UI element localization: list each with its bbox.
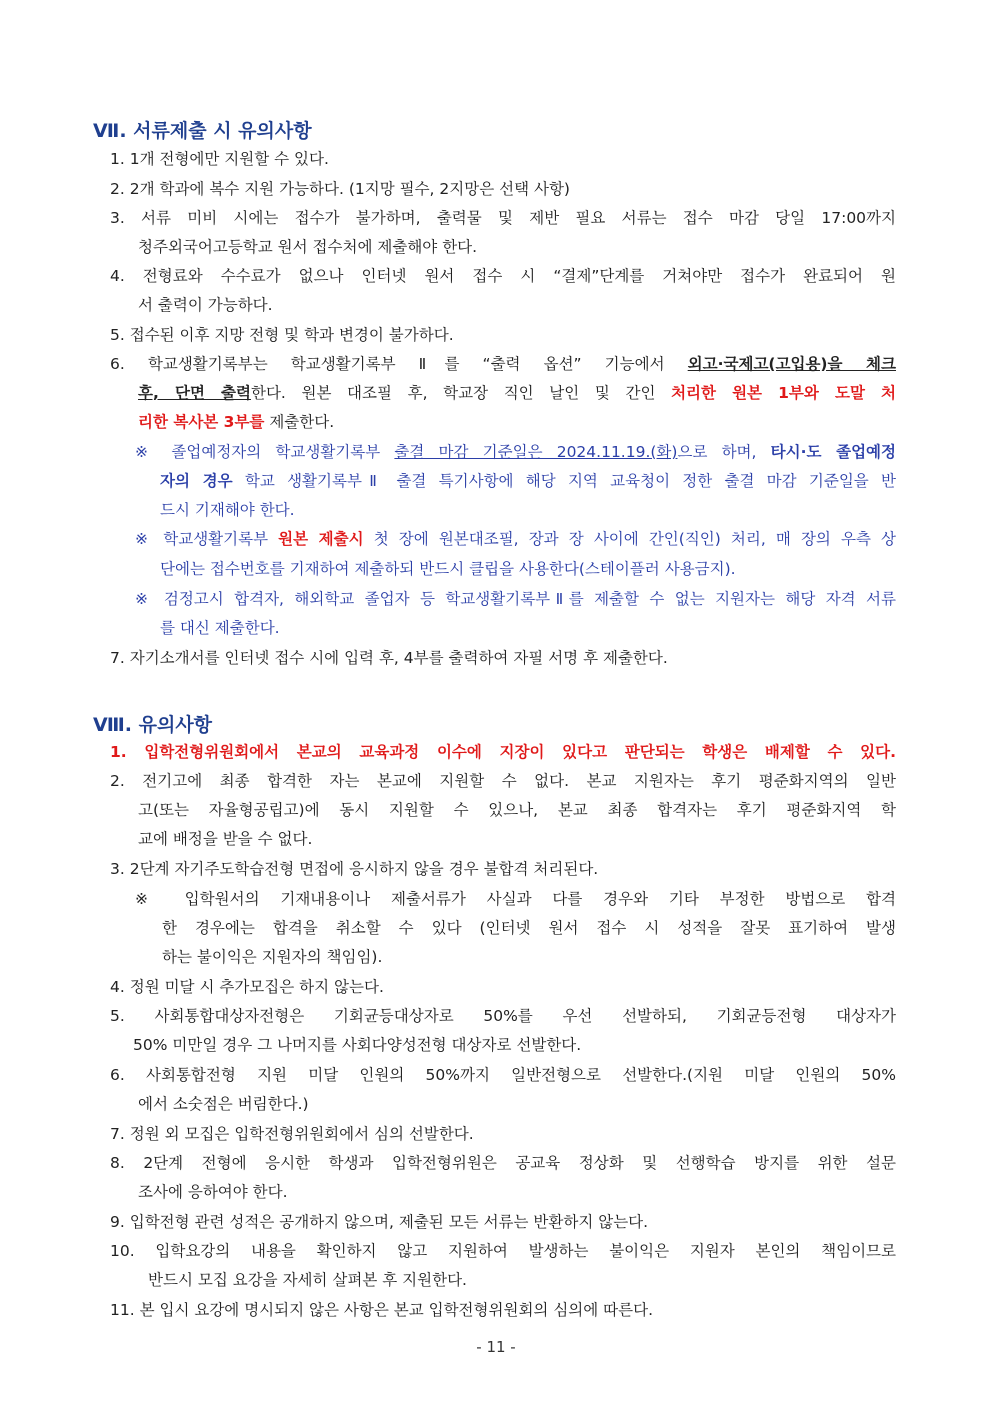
s8-item-2-line-2: 고(또는 자율형공립고)에 동시 지원할 수 있으나, 본교 최종 합격자는 후기 평준화지역 학 (138, 801, 896, 819)
s7-item-6-text-2: 한다. 원본 대조필 후, 학교장 직인 날인 및 간인 (250, 384, 672, 402)
s8-item-5-line-1: 5. 사회통합대상자전형은 기회균등대상자로 50%를 우선 선발하되, 기회균등전형 대상자가 (110, 1007, 896, 1025)
s7-item-6-red-2: 리한 복사본 3부를 (138, 413, 265, 431)
s7-note-1-text: ※ 졸업예정자의 학교생활기록부 (135, 443, 395, 461)
s7-item-4-line-2: 서 출력이 가능하다. (138, 296, 273, 314)
s7-note-1-line-3: 드시 기재해야 한다. (160, 501, 295, 519)
s7-note-2-red: 원본 제출시 (278, 530, 364, 548)
s8-item-10-line-1: 10. 입학요강의 내용을 확인하지 않고 지원하여 발생하는 불이익은 지원자 본인의 책임이므로 (110, 1242, 896, 1260)
page-number: - 11 - (476, 1338, 516, 1356)
s7-note-1-bold-2: 자의 경우 (160, 472, 233, 490)
s7-note-2-text: ※ 학교생활기록부 (135, 530, 279, 548)
s7-note-3-line-2: 를 대신 제출한다. (160, 619, 280, 637)
s8-item-4: 4. 정원 미달 시 추가모집은 하지 않는다. (110, 978, 384, 996)
s7-item-5: 5. 접수된 이후 지망 전형 및 학과 변경이 불가하다. (110, 326, 454, 344)
s7-note-2-line-2: 단에는 접수번호를 기재하여 제출하되 반드시 클립을 사용한다(스테이플러 사용금지). (160, 560, 736, 578)
s8-item-2-line-3: 교에 배정을 받을 수 없다. (138, 830, 313, 848)
s7-note-2-line-1 (135, 529, 896, 549)
s7-item-6-emphasis-print: 후, 단면 출력 (138, 384, 251, 402)
s7-item-6-line-3 (138, 412, 334, 432)
s7-item-6-emphasis-check: 외고·국제고(고입용)을 체크 (687, 355, 896, 373)
s8-note-line-1: ※ 입학원서의 기재내용이나 제출서류가 사실과 다를 경우와 기타 부정한 방법으로 합격 (135, 890, 896, 908)
s7-item-6-red-1: 처리한 원본 1부와 도말 처 (671, 384, 896, 402)
s8-item-6-line-2: 에서 소숫점은 버림한다.) (138, 1095, 309, 1113)
s7-note-1-text-2: 으로 하며, (677, 443, 771, 461)
s8-item-5-line-2: 50% 미만일 경우 그 나머지를 사회다양성전형 대상자로 선발한다. (133, 1036, 582, 1054)
s7-note-1-bold: 타시·도 졸업예정 (770, 443, 896, 461)
s7-item-7: 7. 자기소개서를 인터넷 접수 시에 입력 후, 4부를 출력하여 자필 서명 후 제출한다. (110, 649, 668, 667)
s8-item-8-line-1: 8. 2단계 전형에 응시한 학생과 입학전형위원은 공교육 정상화 및 선행학습 방지를 위한 설문 (110, 1154, 896, 1172)
s8-item-11: 11. 본 입시 요강에 명시되지 않은 사항은 본교 입학전형위원회의 심의에 따른다. (110, 1301, 654, 1319)
s7-note-1-line-1 (135, 442, 896, 462)
s8-note-line-3: 하는 불이익은 지원자의 책임임). (162, 948, 383, 966)
s8-item-2-line-1: 2. 전기고에 최종 합격한 자는 본교에 지원할 수 없다. 본교 지원자는 후기 평준화지역의 일반 (110, 772, 896, 790)
s8-item-10-line-2: 반드시 모집 요강을 자세히 살펴본 후 지원한다. (148, 1271, 467, 1289)
s8-item-3: 3. 2단계 자기주도학습전형 면접에 응시하지 않을 경우 불합격 처리된다. (110, 860, 599, 878)
section7-title: Ⅶ. 서류제출 시 유의사항 (93, 120, 312, 142)
s8-note-line-2: 한 경우에는 합격을 취소할 수 있다 (인터넷 원서 접수 시 성적을 잘못 표기하여 발생 (162, 919, 896, 937)
s8-item-7: 7. 정원 외 모집은 입학전형위원회에서 심의 선발한다. (110, 1125, 474, 1143)
s7-item-1: 1. 1개 전형에만 지원할 수 있다. (110, 150, 329, 168)
s7-item-6-line-2 (138, 383, 896, 403)
s8-item-8-line-2: 조사에 응하여야 한다. (138, 1183, 288, 1201)
s8-item-6-line-1: 6. 사회통합전형 지원 미달 인원의 50%까지 일반전형으로 선발한다.(지원 미달 인원의 50% (110, 1066, 896, 1084)
s7-item-6-line-1 (110, 354, 896, 374)
s7-item-6-text: 6. 학교생활기록부는 학교생활기록부 Ⅱ를 “출력 옵션” 기능에서 (110, 355, 688, 373)
s7-item-2: 2. 2개 학과에 복수 지원 가능하다. (1지망 필수, 2지망은 선택 사항) (110, 180, 570, 198)
s7-note-1-deadline: 출결 마감 기준일은 2024.11.19.(화) (394, 443, 678, 461)
s7-note-3-line-1: ※ 검정고시 합격자, 해외학교 졸업자 등 학교생활기록부Ⅱ를 제출할 수 없는 지원자는 해당 자격 서류 (135, 590, 896, 608)
s8-item-1: 1. 입학전형위원회에서 본교의 교육과정 이수에 지장이 있다고 판단되는 학생은 배제할 수 있다. (110, 743, 896, 761)
s7-note-1-text-3: 학교 생활기록부Ⅱ 출결 특기사항에 해당 지역 교육청이 정한 출결 마감 기준일을 반 (232, 472, 896, 490)
s7-item-6-text-3: 제출한다. (264, 413, 335, 431)
s7-note-1-line-2 (160, 471, 896, 491)
section8-title: Ⅷ. 유의사항 (93, 714, 213, 736)
s8-item-9: 9. 입학전형 관련 성적은 공개하지 않으며, 제출된 모든 서류는 반환하지 않는다. (110, 1213, 649, 1231)
s7-item-3-line-2: 청주외국어고등학교 원서 접수처에 제출해야 한다. (138, 238, 478, 256)
s7-item-3-line-1: 3. 서류 미비 시에는 접수가 불가하며, 출력물 및 제반 필요 서류는 접수 마감 당일 17:00까지 (110, 209, 896, 227)
s7-item-4-line-1: 4. 전형료와 수수료가 없으나 인터넷 원서 접수 시 “결제”단계를 거쳐야만 접수가 완료되어 원 (110, 267, 896, 285)
s7-note-2-text-2: 첫 장에 원본대조필, 장과 장 사이에 간인(직인) 처리, 매 장의 우측 상 (363, 530, 897, 548)
